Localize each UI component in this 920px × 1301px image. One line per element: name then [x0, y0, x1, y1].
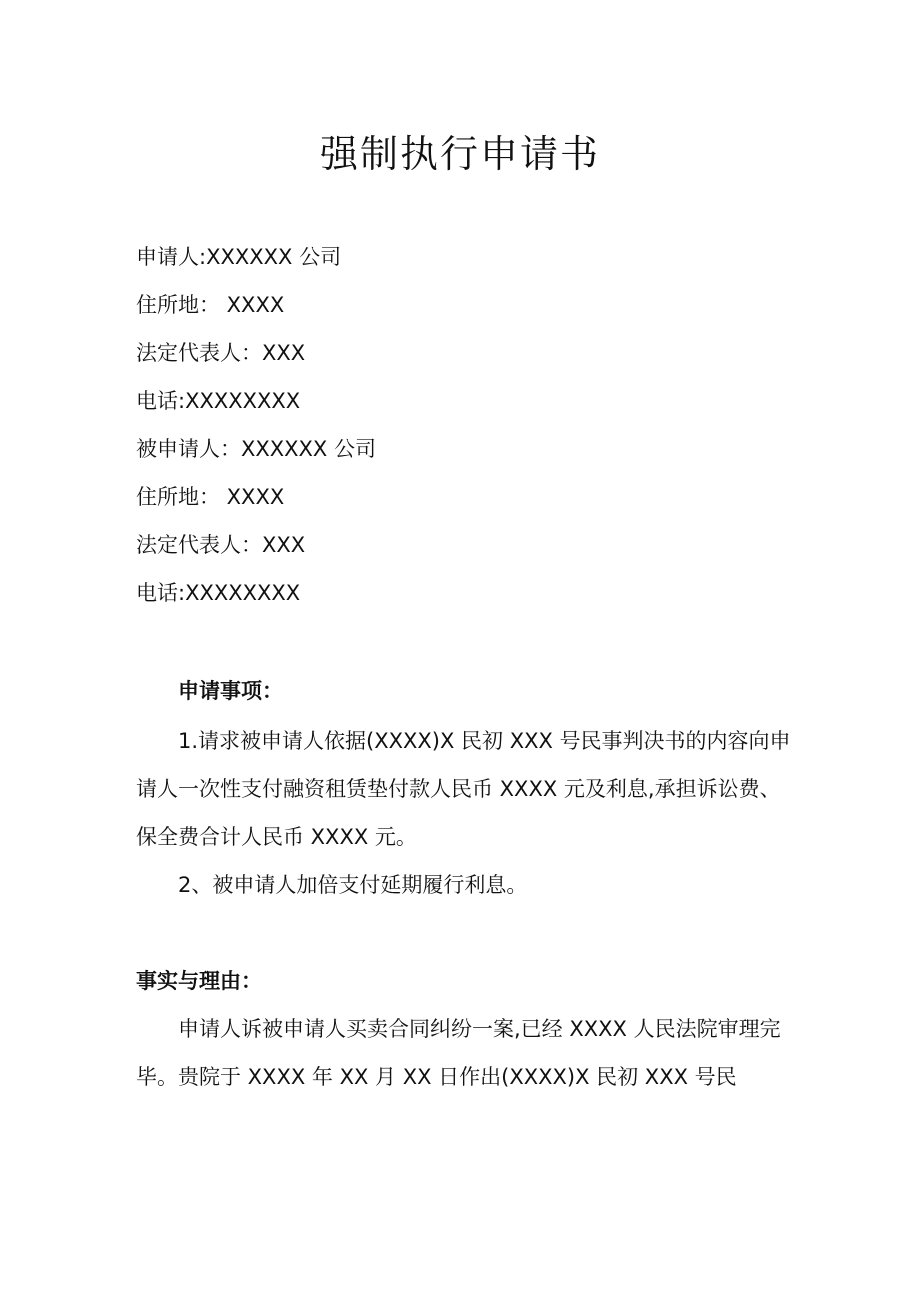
- request-item-1-line-2: 请人一次性支付融资租赁垫付款人民币 XXXX 元及利息,承担诉讼费、: [136, 777, 781, 801]
- applicant-address: 住所地： XXXX: [136, 293, 285, 317]
- facts-line-2: 毕。贵院于 XXXX 年 XX 月 XX 日作出(XXXX)X 民初 XXX 号民: [136, 1065, 737, 1089]
- facts-line-1: 申请人诉被申请人买卖合同纠纷一案,已经 XXXX 人民法院审理完: [178, 1017, 781, 1041]
- respondent-phone: 电话:XXXXXXXX: [136, 581, 301, 605]
- requests-heading: 申请事项：: [178, 679, 283, 703]
- respondent-name: 被申请人：XXXXXX 公司: [136, 437, 376, 461]
- facts-heading: 事实与理由：: [136, 969, 262, 993]
- respondent-legal-rep: 法定代表人：XXX: [136, 533, 306, 557]
- applicant-phone: 电话:XXXXXXXX: [136, 389, 301, 413]
- document-title: 强制执行申请书: [319, 132, 600, 176]
- applicant-legal-rep: 法定代表人：XXX: [136, 341, 306, 365]
- respondent-address: 住所地： XXXX: [136, 485, 285, 509]
- request-item-1-line-1: 1.请求被申请人依据(XXXX)X 民初 XXX 号民事判决书的内容向申: [178, 729, 791, 753]
- applicant-name: 申请人:XXXXXX 公司: [136, 245, 342, 269]
- request-item-2: 2、被申请人加倍支付延期履行利息。: [178, 873, 528, 897]
- request-item-1-line-3: 保全费合计人民币 XXXX 元。: [136, 825, 417, 849]
